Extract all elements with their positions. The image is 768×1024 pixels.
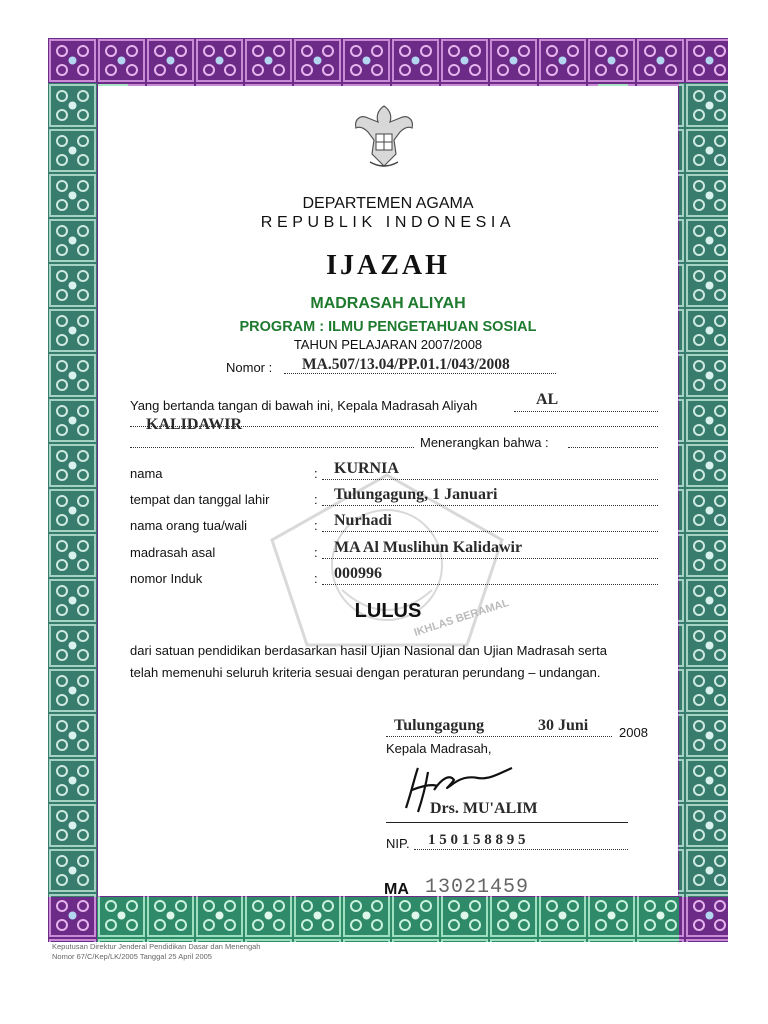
number-label: Nomor : — [226, 360, 273, 375]
field-label: madrasah asal — [130, 545, 216, 560]
program-heading: PROGRAM : ILMU PENGETAHUAN SOSIAL — [239, 319, 537, 335]
field-value: Tulungagung, 1 Januari — [334, 486, 498, 503]
nip-label: NIP. — [386, 836, 410, 851]
intro-line: Yang bertanda tangan di bawah ini, Kepala Madrasah Aliyah — [130, 398, 478, 413]
field-value: KURNIA — [334, 460, 399, 477]
declaration-label: Menerangkan bahwa : — [420, 435, 549, 450]
statement-line-2: telah memenuhi seluruh kriteria sesuai dengan peraturan perundang – undangan. — [130, 665, 601, 680]
certificate-number: MA.507/13.04/PP.01.1/043/2008 — [302, 356, 510, 373]
field-label: nama — [130, 466, 163, 481]
serial-prefix: MA — [384, 881, 409, 898]
field-label: tempat dan tanggal lahir — [130, 492, 270, 507]
footer-decree-line-2: Nomor 67/C/Kep/LK/2005 Tanggal 25 April 2005 — [52, 952, 212, 961]
signatory-name: Drs. MU'ALIM — [430, 800, 538, 817]
field-value: 000996 — [334, 565, 382, 582]
field-value: MA Al Muslihun Kalidawir — [334, 539, 523, 556]
footer-decree-line-1: Keputusan Direktur Jenderal Pendidikan Dasar dan Menengah — [52, 942, 261, 951]
watermark-text: IKHLAS BERAMAL — [412, 596, 511, 640]
nip-value: 1 5 0 1 5 8 8 9 5 — [428, 832, 526, 848]
garuda-emblem-icon — [348, 100, 420, 172]
school-type-heading: MADRASAH ALIYAH — [310, 295, 466, 312]
school-name-part2: KALIDAWIR — [146, 416, 243, 433]
field-value: Nurhadi — [334, 512, 392, 529]
field-label: nomor Induk — [130, 571, 203, 586]
signing-year: 2008 — [619, 725, 648, 740]
field-label: nama orang tua/wali — [130, 518, 248, 533]
academic-year: TAHUN PELAJARAN 2007/2008 — [293, 337, 483, 352]
statement-line-1: dari satuan pendidikan berdasarkan hasil Ujian Nasional dan Ujian Madrasah serta — [130, 643, 607, 658]
school-name-part1: AL — [536, 391, 559, 408]
republic-heading: REPUBLIK INDONESIA — [260, 214, 516, 231]
signing-place: Tulungagung — [394, 717, 485, 734]
signing-date: 30 Juni — [538, 717, 589, 734]
signatory-role: Kepala Madrasah, — [386, 741, 492, 756]
serial-number: 13021459 — [425, 876, 530, 899]
result-status: LULUS — [354, 600, 422, 622]
document-title: IJAZAH — [326, 250, 450, 281]
department-heading: DEPARTEMEN AGAMA — [302, 195, 474, 212]
